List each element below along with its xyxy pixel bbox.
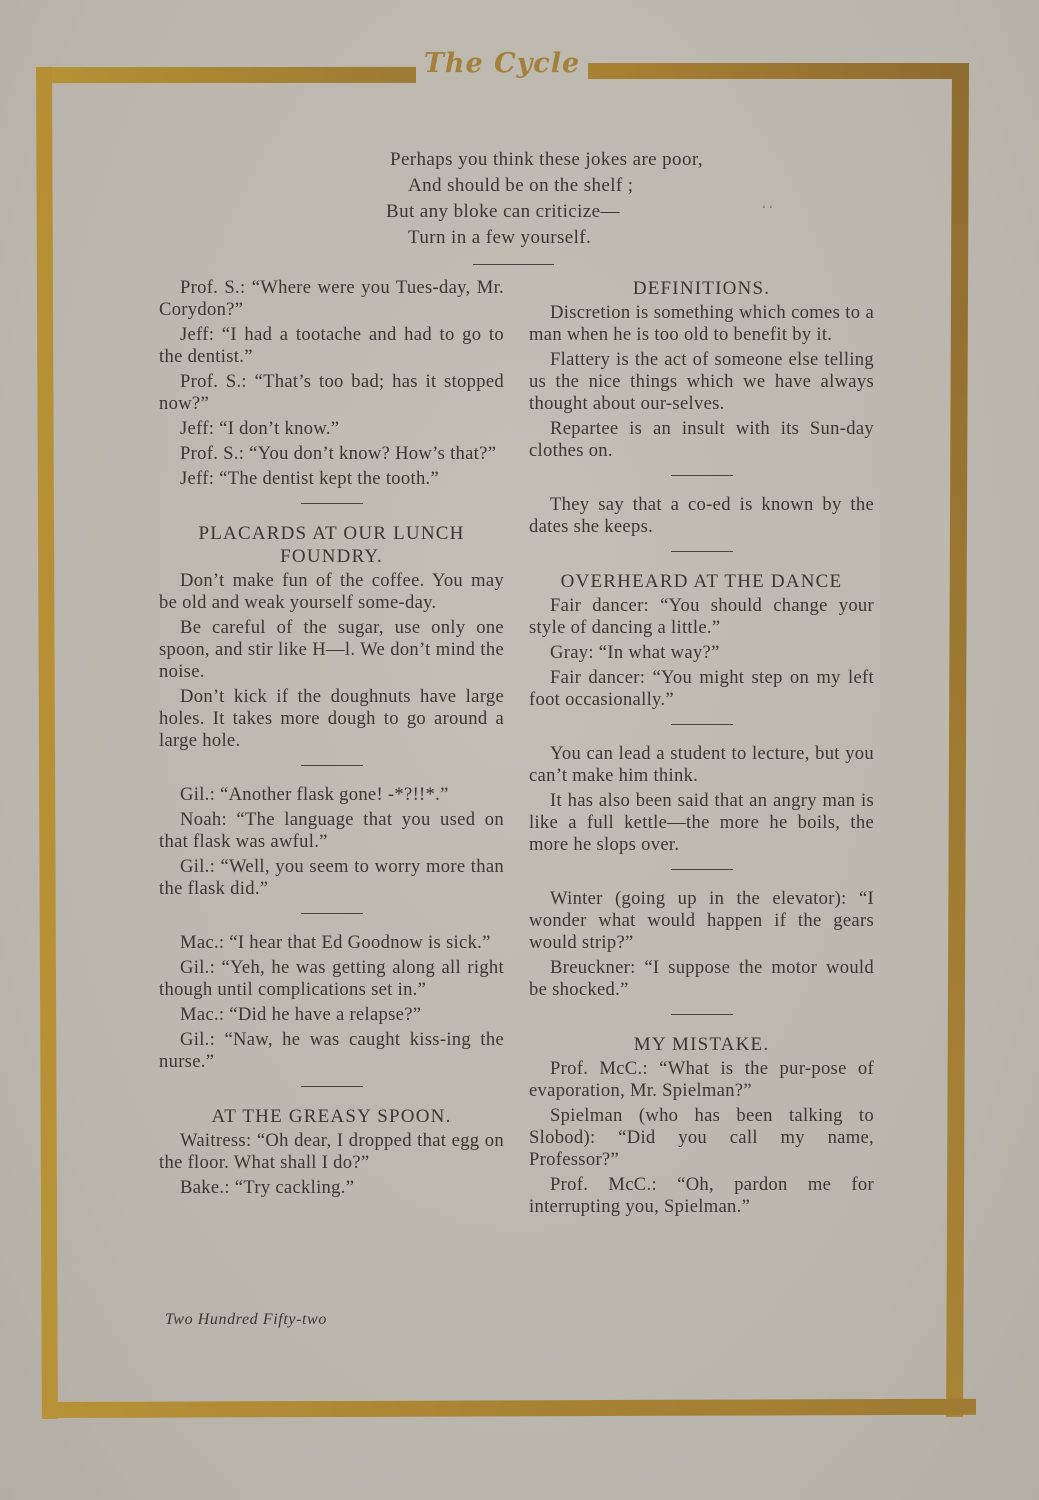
joke-line: You can lead a student to lecture, but you can’t make him think. — [529, 743, 874, 786]
section-heading: AT THE GREASY SPOON. — [211, 1106, 452, 1127]
section-separator — [301, 503, 363, 504]
dialogue-line: Prof. S.: “That’s too bad; has it stopped now?” — [159, 371, 504, 414]
section-heading: OVERHEARD AT THE DANCE — [560, 571, 843, 592]
left-column — [159, 277, 504, 1202]
joke-line: It has also been said that an angry man is like a full kettle—the more he boils, the more he slops over. — [529, 790, 874, 855]
definition-item: Repartee is an insult with its Sun-day clothes on. — [529, 418, 874, 461]
poem-line: But any bloke can criticize— — [386, 201, 620, 222]
dialogue-line: Mac.: “I hear that Ed Goodnow is sick.” — [180, 932, 491, 953]
dialogue-line: Fair dancer: “You should change your style of dancing a little.” — [529, 595, 874, 638]
section-heading: DEFINITIONS. — [632, 278, 771, 299]
dialogue-line: Prof. S.: “Where were you Tues-day, Mr. Corydon?” — [159, 277, 504, 320]
frame-top-right-bar — [588, 63, 969, 79]
dialogue-line: Spielman (who has been talking to Slobod): “Did you call my name, Professor?” — [529, 1105, 874, 1170]
dialogue-line: Winter (going up in the elevator): “I wonder what would happen if the gears would strip?” — [529, 888, 874, 953]
dialogue-line: Waitress: “Oh dear, I dropped that egg on the floor. What shall I do?” — [159, 1130, 504, 1173]
dialogue-line: Mac.: “Did he have a relapse?” — [180, 1004, 422, 1025]
section-heading: PLACARDS AT OUR LUNCH FOUNDRY. — [198, 523, 465, 567]
dialogue-line: Jeff: “I had a tootache and had to go to the dentist.” — [159, 324, 504, 367]
section-separator — [301, 765, 363, 766]
intro-poem — [386, 147, 786, 251]
dialogue-line: Gil.: “Well, you seem to worry more than the flask did.” — [159, 856, 504, 899]
poem-line: And should be on the shelf ; — [408, 175, 634, 196]
joke-greasy-spoon — [159, 1105, 504, 1199]
section-separator — [671, 1014, 733, 1015]
joke-placards — [159, 522, 504, 752]
running-title: The Cycle — [423, 48, 581, 79]
dialogue-line: Jeff: “I don’t know.” — [180, 418, 340, 439]
section-separator — [671, 551, 733, 552]
joke-my-mistake — [529, 1033, 874, 1218]
joke-elevator — [529, 888, 874, 1001]
placard-item: Don’t kick if the doughnuts have large holes. It takes more dough to go around a large hole. — [159, 686, 504, 751]
section-separator — [671, 724, 733, 725]
dialogue-line: Gil.: “Another flask gone! -*?!!*.” — [180, 784, 449, 805]
right-column — [529, 277, 874, 1221]
dialogue-line: Gil.: “Yeh, he was getting along all right though until complications set in.” — [159, 957, 504, 1000]
definition-item: Discretion is something which comes to a man when he is too old to benefit by it. — [529, 302, 874, 345]
definition-item: Flattery is the act of someone else telling us the nice things which we have always thought about our-selves. — [529, 349, 874, 414]
dialogue-line: Gray: “In what way?” — [550, 642, 720, 663]
dialogue-line: Gil.: “Naw, he was caught kiss-ing the nurse.” — [159, 1029, 504, 1072]
dialogue-line: Fair dancer: “You might step on my left foot occasionally.” — [529, 667, 874, 710]
placard-item: Be careful of the sugar, use only one spoon, and stir like H—l. We don’t mind the noise. — [159, 617, 504, 682]
dialogue-line: Prof. McC.: “What is the pur-pose of evaporation, Mr. Spielman?” — [529, 1058, 874, 1101]
joke-flask — [159, 784, 504, 900]
section-heading: MY MISTAKE. — [633, 1034, 770, 1055]
dialogue-line: Breuckner: “I suppose the motor would be shocked.” — [529, 957, 874, 1000]
section-separator — [671, 475, 733, 476]
joke-coed — [529, 494, 874, 538]
frame-top-left-bar — [36, 67, 416, 83]
section-separator — [301, 1086, 363, 1087]
joke-line: They say that a co-ed is known by the dates she keeps. — [529, 494, 874, 537]
poem-line: Perhaps you think these jokes are poor, — [390, 149, 703, 170]
joke-dance — [529, 570, 874, 711]
dialogue-line: Prof. S.: “You don’t know? How’s that?” — [180, 443, 497, 464]
dialogue-line: Prof. McC.: “Oh, pardon me for interrupting you, Spielman.” — [529, 1174, 874, 1217]
frame-bottom-bar — [42, 1399, 976, 1418]
print-speck: ‘ ‘ — [762, 202, 773, 216]
section-separator — [301, 913, 363, 914]
poem-separator — [473, 264, 554, 265]
dialogue-line: Bake.: “Try cackling.” — [180, 1177, 355, 1198]
joke-student — [529, 743, 874, 856]
dialogue-line: Noah: “The language that you used on that flask was awful.” — [159, 809, 504, 852]
section-separator — [671, 869, 733, 870]
joke-goodnow — [159, 932, 504, 1073]
dialogue-line: Jeff: “The dentist kept the tooth.” — [180, 468, 440, 489]
joke-definitions — [529, 277, 874, 462]
poem-line: Turn in a few yourself. — [408, 227, 592, 248]
page-number-folio: Two Hundred Fifty-two — [165, 1311, 327, 1328]
placard-item: Don’t make fun of the coffee. You may be old and weak yourself some-day. — [159, 570, 504, 613]
joke-dentist — [159, 277, 504, 490]
